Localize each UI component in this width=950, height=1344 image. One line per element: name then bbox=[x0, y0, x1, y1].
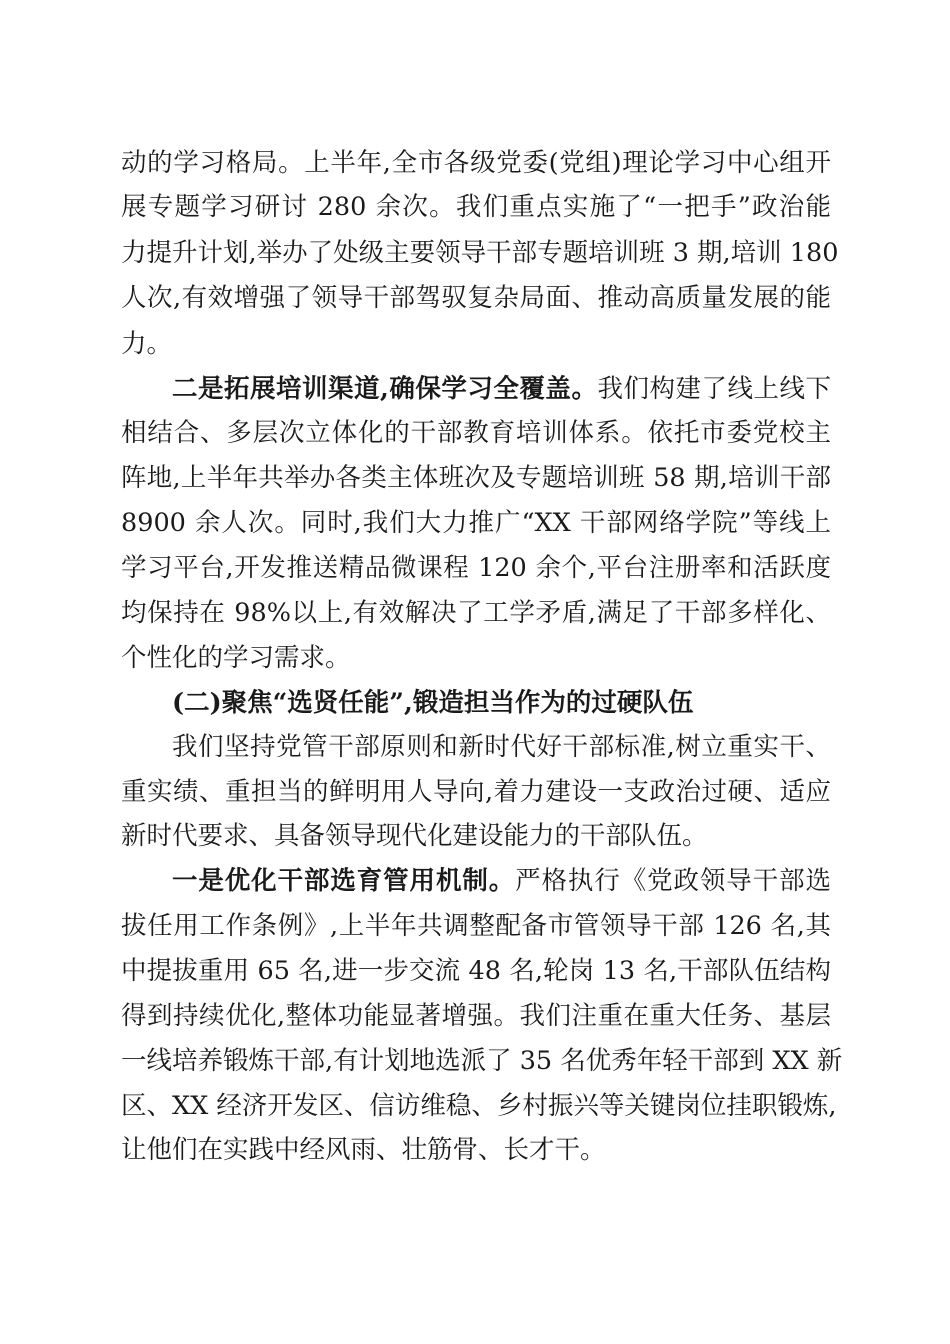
paragraph-2-line-5 bbox=[121, 545, 831, 591]
paragraph-4-line-6 bbox=[121, 1083, 837, 1129]
body-text: 我们构建了线上线下 bbox=[597, 374, 831, 404]
paragraph-3-line-2 bbox=[121, 769, 831, 815]
paragraph-1-line-3 bbox=[121, 230, 839, 276]
body-text: 力。 bbox=[121, 329, 173, 359]
body-text: 让他们在实践中经风雨、壮筋骨、长才干。 bbox=[121, 1135, 606, 1165]
paragraph-1-line-4 bbox=[121, 275, 831, 321]
bold-lead-text: 二是拓展培训渠道,确保学习全覆盖。 bbox=[172, 374, 598, 404]
body-text: 严格执行《党政领导干部选 bbox=[515, 866, 831, 896]
paragraph-2-line-7 bbox=[121, 635, 831, 681]
body-text: 学习平台,开发推送精品微课程 120 余个,平台注册率和活跃度 bbox=[121, 553, 831, 583]
paragraph-1-line-2 bbox=[121, 184, 831, 230]
paragraph-3-line-3 bbox=[121, 813, 831, 859]
body-text: 动的学习格局。上半年,全市各级党委(党组)理论学习中心组开 bbox=[121, 148, 831, 178]
body-text: 重实绩、重担当的鲜明用人导向,着力建设一支政治过硬、适应 bbox=[121, 777, 831, 807]
paragraph-2-line-3 bbox=[121, 455, 831, 501]
section-heading bbox=[172, 680, 831, 726]
paragraph-4-line-1 bbox=[172, 858, 831, 904]
paragraph-4-line-5 bbox=[121, 1038, 843, 1084]
body-text: 个性化的学习需求。 bbox=[121, 643, 351, 673]
paragraph-4-line-2 bbox=[121, 903, 831, 949]
body-text: 拔任用工作条例》,上半年共调整配备市管领导干部 126 名,其 bbox=[121, 911, 831, 941]
body-text: 中提拔重用 65 名,进一步交流 48 名,轮岗 13 名,干部队伍结构 bbox=[121, 956, 831, 986]
body-text: 一线培养锻炼干部,有计划地选派了 35 名优秀年轻干部到 XX 新 bbox=[121, 1046, 843, 1076]
paragraph-1-line-1 bbox=[121, 140, 831, 186]
body-text: 新时代要求、具备领导现代化建设能力的干部队伍。 bbox=[121, 821, 708, 851]
paragraph-2-line-2 bbox=[121, 410, 831, 456]
paragraph-2-line-1 bbox=[172, 366, 831, 412]
paragraph-4-line-3 bbox=[121, 948, 831, 994]
body-text: 展专题学习研讨 280 余次。我们重点实施了“一把手”政治能 bbox=[121, 192, 831, 222]
body-text: 阵地,上半年共举办各类主体班次及专题培训班 58 期,培训干部 bbox=[121, 463, 831, 493]
body-text: 得到持续优化,整体功能显著增强。我们注重在重大任务、基层 bbox=[121, 1001, 831, 1031]
body-text: 8900 余人次。同时,我们大力推广“XX 干部网络学院”等线上 bbox=[121, 508, 831, 538]
paragraph-4-line-7 bbox=[121, 1127, 831, 1173]
paragraph-4-line-4 bbox=[121, 993, 831, 1039]
body-text: 人次,有效增强了领导干部驾驭复杂局面、推动高质量发展的能 bbox=[121, 283, 831, 313]
bold-lead-text: (二)聚焦“选贤任能”,锻造担当作为的过硬队伍 bbox=[172, 688, 694, 718]
paragraph-3-line-1 bbox=[172, 724, 831, 770]
body-text: 相结合、多层次立体化的干部教育培训体系。依托市委党校主 bbox=[121, 418, 831, 448]
body-text: 我们坚持党管干部原则和新时代好干部标准,树立重实干、 bbox=[172, 732, 831, 762]
paragraph-2-line-6 bbox=[121, 590, 831, 636]
paragraph-1-line-5 bbox=[121, 321, 831, 367]
body-text: 力提升计划,举办了处级主要领导干部专题培训班 3 期,培训 180 bbox=[121, 238, 839, 268]
body-text: 均保持在 98%以上,有效解决了工学矛盾,满足了干部多样化、 bbox=[121, 598, 831, 628]
bold-lead-text: 一是优化干部选育管用机制。 bbox=[172, 866, 516, 896]
paragraph-2-line-4 bbox=[121, 500, 831, 546]
body-text: 区、XX 经济开发区、信访维稳、乡村振兴等关键岗位挂职锻炼, bbox=[121, 1091, 837, 1121]
